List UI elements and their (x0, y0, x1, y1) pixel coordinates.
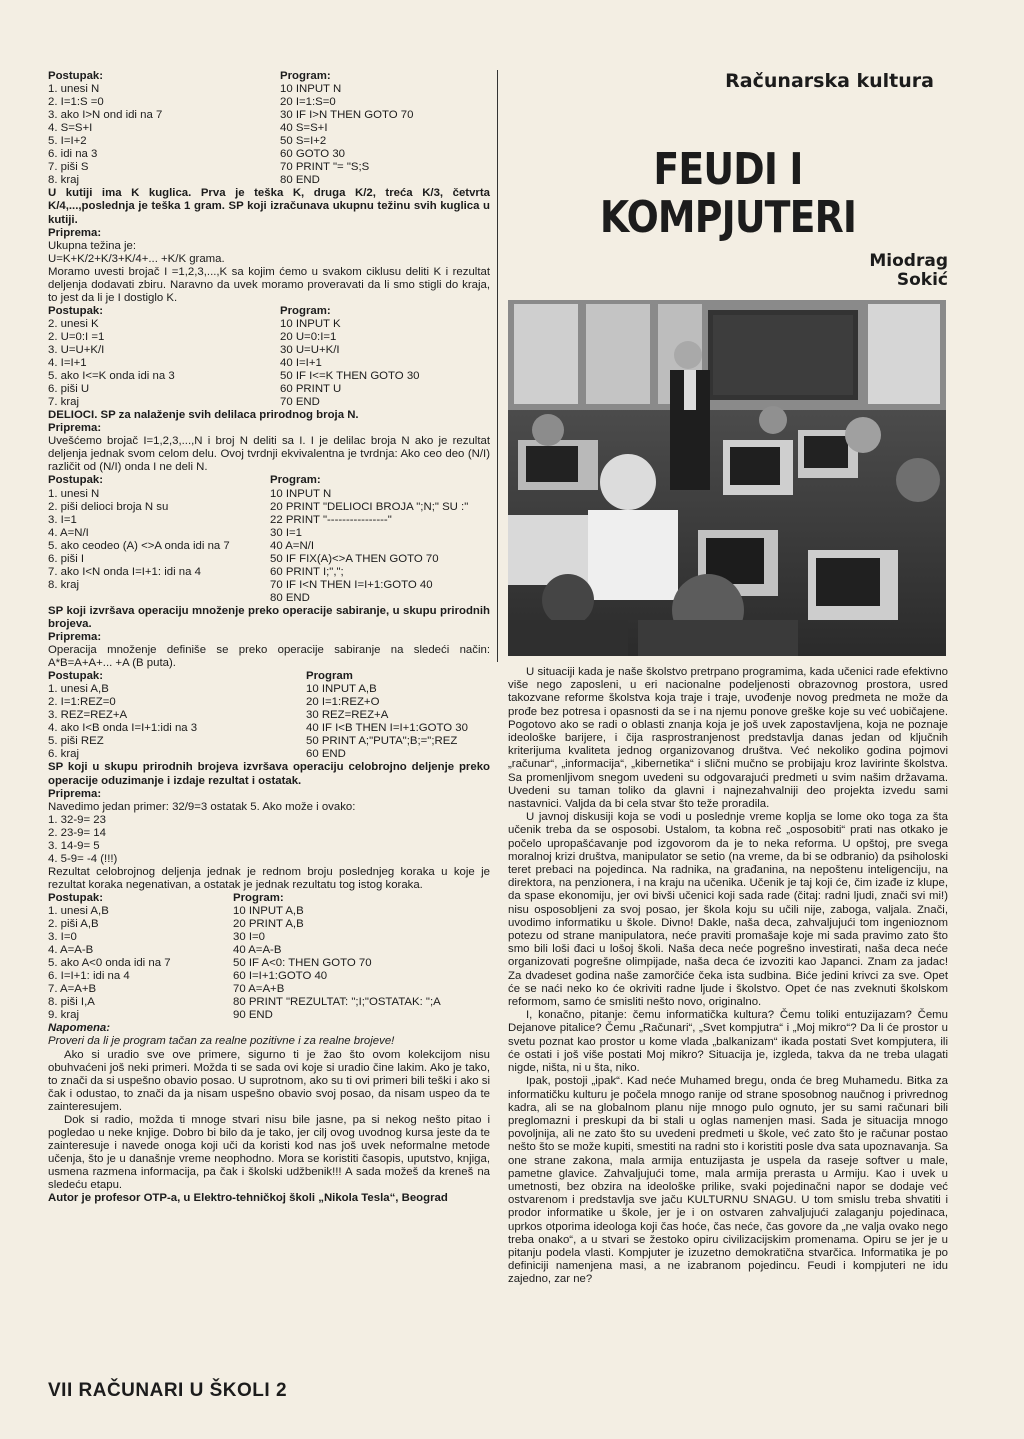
code-row (48, 540, 490, 553)
article-paragraph-1: U situaciji kada je naše školstvo pretrpano programima, kada učenici rade efektivno više nego zaposleni, u eri nacionalne podeljenosti obrazovnog prostora, usred takozvane reforme školstva koja traje i traje, uvođenje novog predmeta ne može da prođe bez potresa i opasnosti da se i na njemu ponove greške koje su već uobičajene. Pogotovo ako se radi o oblasti znanja koja je još uvek zapostavljena, koja ne poznaje ideološke barijere, i čija rasprostranjenost predstavlja danas jedan od ključnih kriterijuma kvaliteta jednog organizovanog društva. Već nekoliko godina pojmovi „računar“, „informacija“, „kibernetika“ i slični mučno se probijaju kroz lavirinte školstva. Sa promenljivom snegom uvedeni su odgovarajući predmeti u svim našim državama. Uvedeni su taman toliko da glavni i najnezahvalniji deo projekta izvedu sami nastavnici. Valjda da bi cela stvar što teže proradila. (508, 666, 948, 811)
step-text: 8. piši I,A (48, 996, 95, 1009)
step-text: 3. I=0 (48, 931, 77, 944)
program-line: 60 PRINT U (280, 383, 342, 396)
article-paragraph-3: I, konačno, pitanje: čemu informatička kultura? Čemu toliki entuzijazam? Čemu Dejanove pitalice? Čemu „Računari“, „Svet kompjutra“ i „Moj mikro“? Da li će prostor u svetu poznat kao prostor u kome vlada „balkanizam“ ikada postati Svet kompjutera, ili će ostati i još više postati Moj mikro? Situacija je, izgleda, takva da ne treba ulagati nigde, ništa, ni u šta, niko. (508, 1009, 948, 1075)
step-text: 2. I=1:REZ=0 (48, 696, 116, 709)
step-text: 6. piši U (48, 383, 90, 396)
postupak-label: Postupak: (48, 474, 104, 487)
program-line: 40 A=A-B (233, 944, 282, 957)
block1-rows (48, 83, 490, 187)
program-line: 70 A=A+B (233, 983, 285, 996)
step-text: 7. A=A+B (48, 983, 97, 996)
block3-prep-label: Priprema: (48, 422, 102, 435)
program-line: 80 END (270, 591, 310, 604)
step-text: 6. idi na 3 (48, 148, 98, 161)
block2-prep-label: Priprema: (48, 226, 102, 239)
program-line: 10 INPUT N (270, 487, 332, 500)
program-line: 50 IF A<0: THEN GOTO 70 (233, 957, 372, 970)
block5-prep-text: Rezultat celobrojnog deljenja jednak je rednom broju poslednjeg koraka u koje je rezultat koraka negenativan, a ostatak je jednak rezultatu tog istog koraka. (48, 865, 490, 891)
step-text: 4. S=S+I (48, 122, 93, 135)
block1-header (48, 70, 490, 83)
block4-rows (48, 683, 490, 761)
program-line: 30 REZ=REZ+A (306, 709, 389, 722)
program-line: 80 END (280, 174, 320, 187)
block3-task: DELIOCI. SP za nalaženje svih delilaca prirodnog broja N. (48, 409, 359, 422)
block4-prep-text: Operacija množenje definiše se preko operacije sabiranje na sledeći način: A*B=A+A+... +A (B puta). (48, 644, 490, 670)
program-line: 10 INPUT A,B (233, 905, 304, 917)
code-row (48, 1009, 490, 1022)
program-label: Program (306, 670, 353, 683)
block3-prep-text: Uvešćemo brojač I=1,2,3,...,N i broj N deliti sa I. I je delilac broja N ako je rezultat deljenja jednak svom celom delu. Ovoj tvrdnji ekvivalentna je tvrdnja: Ako ceo deo (N/I) različit od (N/I) onda I ne deli N. (48, 435, 490, 474)
step-text: 5. ako I<=K onda idi na 3 (48, 370, 175, 383)
code-row (48, 553, 490, 566)
step-text: 9. kraj (48, 1009, 80, 1022)
program-line: 10 INPUT A,B (306, 683, 377, 696)
step-text: 1. unesi N (48, 83, 100, 96)
program-line: 90 END (233, 1009, 273, 1022)
program-line: 50 S=I+2 (280, 135, 327, 148)
step-text: 3. U=U+K/I (48, 343, 105, 356)
block4-task: SP koji izvršava operaciju množenje preko operacije sabiranje, u skupu prirodnih brojeva. (48, 604, 490, 630)
block2-prep-line-2: U=K+K/2+K/3+K/4+... +K/K grama. (48, 252, 225, 265)
code-row (48, 96, 490, 109)
postupak-label: Postupak: (48, 304, 104, 317)
program-line: 40 IF I<B THEN I=I+1:GOTO 30 (306, 722, 468, 735)
program-line: 20 PRINT A,B (233, 918, 304, 931)
step-text: 8. kraj (48, 174, 80, 187)
postupak-label: Postupak: (48, 670, 104, 683)
code-row (48, 161, 490, 174)
step-text: 4. A=N/I (48, 526, 89, 539)
program-line: 20 I=1:S=0 (280, 96, 336, 109)
block2-prep-line-1: Ukupna težina je: (48, 239, 137, 252)
note-label: Napomena: (48, 1022, 111, 1035)
block5-prep-label: Priprema: (48, 787, 102, 800)
left-column (48, 70, 490, 1205)
step-text: 8. kraj (48, 578, 80, 591)
code-row (48, 527, 490, 540)
postupak-label: Postupak: (48, 70, 104, 82)
step-text: 3. I=1 (48, 513, 77, 526)
block5-prep-line-3: 2. 23-9= 14 (48, 826, 106, 839)
program-line: 20 U=0:I=1 (280, 330, 337, 343)
step-text: 2. unesi K (48, 317, 99, 330)
code-row (48, 696, 490, 709)
block3-header (48, 474, 490, 487)
program-line: 22 PRINT "----------------" (270, 513, 392, 526)
code-row (48, 944, 490, 957)
author-credit: Autor je profesor OTP-a, u Elektro-tehničkoj školi „Nikola Tesla“, Beograd (48, 1192, 448, 1205)
step-text: 1. unesi A,B (48, 905, 109, 917)
code-row (48, 709, 490, 722)
program-line: 60 END (306, 748, 346, 761)
program-line: 70 END (280, 396, 320, 409)
program-line: 10 INPUT K (280, 317, 341, 330)
step-text: 3. ako I>N ond idi na 7 (48, 109, 163, 122)
step-text: 2. piši A,B (48, 918, 99, 931)
program-label: Program: (280, 304, 331, 317)
program-line: 10 INPUT N (280, 83, 342, 96)
step-text: 2. piši delioci broja N su (48, 500, 169, 513)
block4-prep-label: Priprema: (48, 631, 102, 644)
step-text: 7. kraj (48, 396, 80, 409)
note-text: Proveri da li je program tačan za realne pozitivne i za realne brojeve! (48, 1035, 395, 1048)
block5-task: SP koji u skupu prirodnih brojeva izvršava operaciju celobrojno deljenje preko operacije oduzimanje i izdaje rezultat i ostatak. (48, 761, 490, 787)
program-label: Program: (280, 70, 331, 82)
code-row (48, 122, 490, 135)
closing-paragraph-2: Dok si radio, možda ti mnoge stvari nisu bile jasne, pa si nekog nešto pitao i pogledao u neke knjige. Dobro bi bilo da je tako, jer cilj ovog uvodnog kursa jeste da te zainteresuje i navede onoga koji uči da koristi kod nas još uvek neformalne metode učenja, što je u današnje vreme neophodno. Mora se koristiti časopis, uputstvo, knjiga, usmena razmena informacija, pa čak i školski udžbenik!!! A sada možeš da kreneš na sledeću etapu. (48, 1113, 490, 1191)
program-line: 50 IF I<=K THEN GOTO 30 (280, 370, 420, 383)
code-row (48, 357, 490, 370)
program-line: 20 PRINT "DELIOCI BROJA ";N;" SU :" (270, 500, 469, 513)
code-row (48, 383, 490, 396)
code-row (48, 931, 490, 944)
step-text: 4. ako I<B onda I=I+1:idi na 3 (48, 722, 198, 735)
code-row (48, 957, 490, 970)
block2-rows (48, 318, 490, 409)
step-text: 7. piši S (48, 161, 89, 174)
section-rubric: Računarska kultura (725, 70, 934, 92)
classroom-photo (508, 300, 946, 656)
block4-header (48, 670, 490, 683)
block5-prep-line-1: Navedimo jedan primer: 32/9=3 ostatak 5. Ako može i ovako: (48, 800, 356, 813)
code-row (48, 592, 490, 605)
step-text: 5. piši REZ (48, 735, 104, 748)
code-row (48, 344, 490, 357)
step-text: 4. A=A-B (48, 944, 94, 957)
article-author (508, 252, 948, 290)
program-line: 60 I=I+1:GOTO 40 (233, 970, 328, 983)
postupak-label: Postupak: (48, 891, 104, 904)
code-row (48, 396, 490, 409)
program-line: 40 A=N/I (270, 539, 315, 552)
author-first-name: Miodrag (869, 251, 948, 271)
block5-prep-line-2: 1. 32-9= 23 (48, 813, 106, 826)
code-row (48, 331, 490, 344)
step-text: 5. ako ceodeo (A) <>A onda idi na 7 (48, 539, 230, 552)
program-line: 50 PRINT A;"PUTA";B;=";REZ (306, 735, 458, 748)
closing-paragraph-1: Ako si uradio sve ove primere, sigurno ti je žao što ovom kolekcijom nisu obuhvaćeni još neki primeri. Možda ti se sada ovi koje si uradio čine lakim. Ako je tako, to znači da si uspešno obavio posao. U suprotnom, ako su ti ovi primeri bili teški i ako si čak i odustao, to znači da ja nisam uspešno obavio svoj posao, da nisam uspeo da te zainteresujem. (48, 1048, 490, 1113)
block2-header (48, 305, 490, 318)
step-text: 3. REZ=REZ+A (48, 709, 128, 722)
step-text: 4. I=I+1 (48, 357, 87, 370)
classroom-photo-illustration (508, 300, 946, 656)
code-row (48, 514, 490, 527)
program-line: 60 GOTO 30 (280, 148, 346, 161)
block5-header (48, 892, 490, 905)
code-row (48, 748, 490, 761)
code-row (48, 501, 490, 514)
step-text: 1. unesi A,B (48, 683, 109, 696)
code-row (48, 174, 490, 187)
block5-prep-line-4: 3. 14-9= 5 (48, 839, 100, 852)
step-text: 6. piši I (48, 552, 85, 565)
program-line: 30 I=0 (233, 931, 265, 944)
program-line: 30 U=U+K/I (280, 343, 340, 356)
article-body (508, 666, 948, 1287)
article-paragraph-2: U javnoj diskusiji koja se vodi u poslednje vreme koplja se lome oko toga za šta učenik treba da se osposobi. Ustalom, ta kobna reč „osposobiti“ prati nas otkako je počelo upropašćavanje pod izgovorom da je to neka reforma. U opštoj, pre svega moralnoj krizi društva, manipulator se setio (na vreme, da bi se odbranio) da psiholoski teret prebaci na pojedinca. Na radnika, na građanina, na nepoštenu inteligenciju, na direktora, na penzionera, i na kraju na učenika. Učenik je taj koji će, čim izađe iz klupe, da spase ekonomiju, jer ovi bivši učenici koji sada rade (čitaj: radni ljudi, znači svi mi!) nisu osposobljeni za svoj posao, jer škola koju su učili nije, zaboga, valjala. Znači, uvodimo informatiku u škole. Divno! Dakle, naša deca, zahvaljujući tom ingenioznom potezu od strane manipulatora, neće praviti promašaje koje mi sada pravimo zato što smo bili loši đaci u lošoj školi. Naša deca neće pogrešno investirati, naša deca neće organizovati pogrešne olimpijade, naša deca će izvoziti kao Japanci. Znam za jadac! Za dvadeset godina naše zamorčiće čeka ista sudbina. Biće jedini krivci za sve. Opet će se naći neko ko će okriviti radne ljude i školstvo. Opet će nas zveknuti školskom reformom, samo će smisliti nešto novo, originalno. (508, 811, 948, 1009)
code-row (48, 735, 490, 748)
program-line: 70 PRINT "= "S;S (280, 161, 370, 174)
program-label: Program: (270, 474, 321, 487)
program-line: 70 IF I<N THEN I=I+1:GOTO 40 (270, 578, 433, 591)
block3-rows (48, 488, 490, 605)
code-row (48, 579, 490, 592)
step-text: 2. I=1:S =0 (48, 96, 104, 109)
step-text: 6. kraj (48, 748, 80, 761)
program-label: Program: (233, 891, 284, 904)
program-line: 60 PRINT I;","; (270, 565, 344, 578)
step-text: 5. ako A<0 onda idi na 7 (48, 957, 171, 970)
code-row (48, 996, 490, 1009)
column-divider (497, 70, 498, 662)
article-paragraph-4: Ipak, postoji „ipak“. Kad neće Muhamed bregu, onda će breg Muhamedu. Bitka za informatičku kulturu je počela mnogo ranije od strane sposobnog naučnog i privrednog kadra, ali se na globalnom planu nije mnogo pulo ognuto, jer su sami računari bili preglomazni i preskupi da bi stali u oglas namenjen masi. Sada je situacija mnogo povoljnija, ali ne zato što su uvedeni predmeti u škole, već zato što je računar postao nešto što se može kupiti, smestiti na radni sto i koristiti posle dva sata upoznavanja. Sa one strane zakona, mala armija entuzijasta je uspela da raseje softver u male, pametne glavice. Zahvaljujući tome, mala armija prerasta u Armiju. Kao i uvek u umetnosti, bez obzira na ideološke prilike, svaki pojedinačni napor se dodaje već ostvarenom i predstavlja sve jaču KULTURNU SNAGU. U tom smislu treba shvatiti i prodor informatike u škole, jer je i on ostvaren zahvaljujući zalaganju pojedinaca, uprkos otporima ideologa koji čas hoće, čas neće, čas govore da „ne valja ovako nego treba onako“, a u stvari se žestoko opiru civilizacijskim promenama. Opiru se jer je u pitanju podela vlasti. Kompjuter je izuzetno demokratična stvarčica. Informatika je po definiciji namenjena masi, a ne izabranom pojedincu. Feudi i kompjuteri ne idu zajedno, zar ne? (508, 1075, 948, 1286)
code-row (48, 148, 490, 161)
step-text: 6. I=I+1: idi na 4 (48, 970, 130, 983)
code-row (48, 970, 490, 983)
program-line: 80 PRINT "REZULTAT: ";I;"OSTATAK: ";A (233, 996, 441, 1009)
program-line: 30 I=1 (270, 526, 302, 539)
step-text (48, 592, 270, 605)
code-row (48, 918, 490, 931)
block2-prep-text: Moramo uvesti brojač I =1,2,3,...,K sa kojim ćemo u svakom ciklusu deliti K i rezultat deljenja dodavati zbiru. Naravno da uvek moramo proveravati da li smo stigli do kraja, to jest da li je I dostiglo K. (48, 265, 490, 304)
code-row (48, 109, 490, 122)
code-row (48, 318, 490, 331)
program-line: 40 S=S+I (280, 122, 328, 135)
code-row (48, 983, 490, 996)
step-text: 1. unesi N (48, 487, 100, 500)
block5-prep-line-5: 4. 5-9= -4 (!!!) (48, 852, 118, 865)
code-row (48, 370, 490, 383)
right-column (508, 70, 948, 1287)
page-footer: VII RAČUNARI U ŠKOLI 2 (48, 1380, 288, 1401)
code-row (48, 722, 490, 735)
code-row (48, 683, 490, 696)
step-text: 7. ako I<N onda I=I+1: idi na 4 (48, 565, 201, 578)
block2-task: U kutiji ima K kuglica. Prva je teška K, druga K/2, treća K/3, četvrta K/4,...,poslednja je teška 1 gram. SP koji izračunava ukupnu težinu svih kuglica u kutiji. (48, 187, 490, 226)
code-row (48, 488, 490, 501)
program-line: 50 IF FIX(A)<>A THEN GOTO 70 (270, 552, 439, 565)
program-line: 20 I=1:REZ+O (306, 696, 380, 709)
block5-rows (48, 905, 490, 1022)
program-line: 40 I=I+1 (280, 357, 322, 370)
code-row (48, 566, 490, 579)
step-text: 5. I=I+2 (48, 135, 87, 148)
program-line: 30 IF I>N THEN GOTO 70 (280, 109, 414, 122)
author-last-name: Sokić (896, 270, 948, 290)
article-title: FEUDI I KOMPJUTERI (599, 144, 857, 243)
code-row (48, 905, 490, 918)
code-row (48, 135, 490, 148)
code-row (48, 83, 490, 96)
step-text: 2. U=0:I =1 (48, 330, 105, 343)
